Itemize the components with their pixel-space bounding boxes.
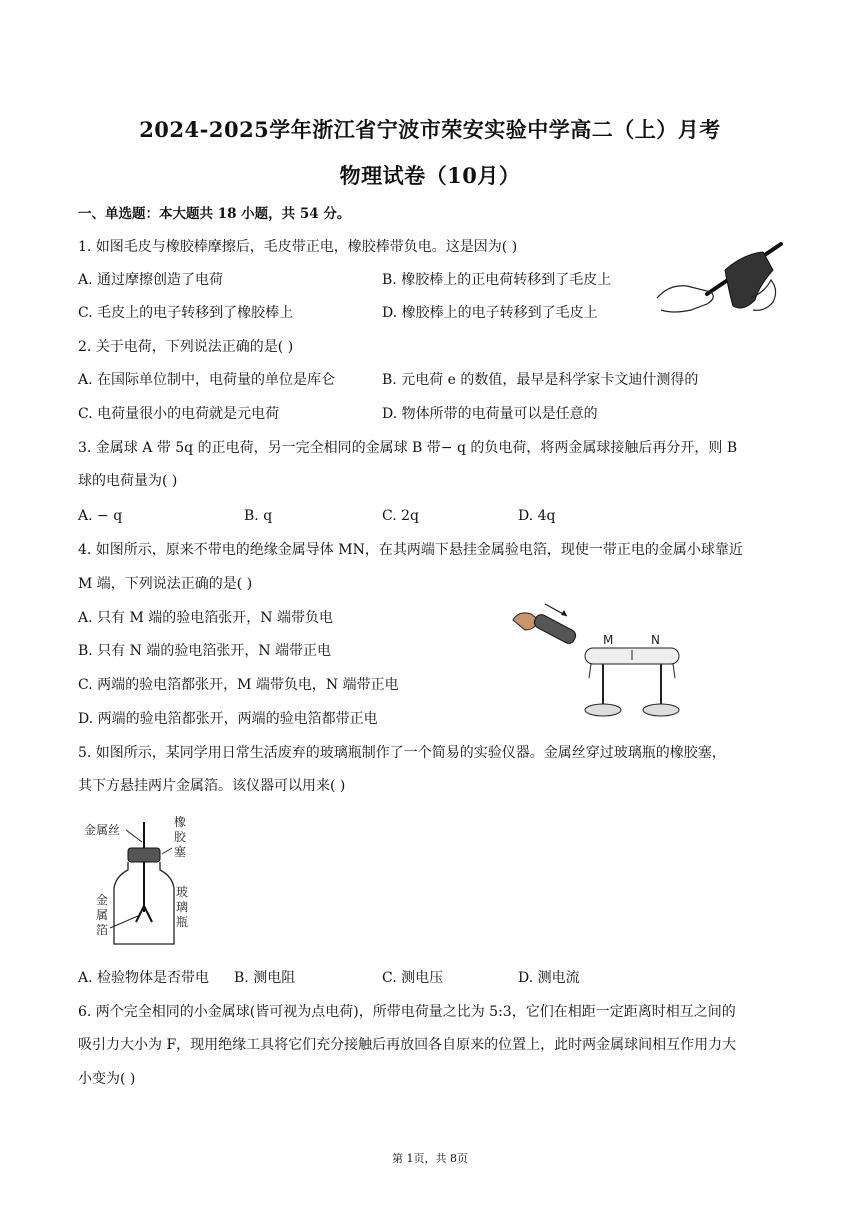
label-stopper-2: 胶 — [174, 830, 187, 844]
question-4-stem-line1: 4. 如图所示，原来不带电的绝缘金属导体 MN，在其两端下悬挂金属验电箔，现使一带正电的金属小球靠近 — [78, 542, 743, 558]
question-4-stem-line2: M 端，下列说法正确的是( ) — [78, 576, 253, 592]
question-3-option-c: C. 2q — [382, 508, 419, 524]
question-5-option-c: C. 测电压 — [382, 970, 444, 986]
question-5-option-b: B. 测电阻 — [234, 970, 296, 986]
question-3-stem-line2: 球的电荷量为( ) — [78, 473, 178, 489]
leader-stopper — [162, 848, 172, 854]
page-subtitle: 物理试卷（10月） — [339, 163, 521, 188]
conductor-mn-figure — [505, 598, 705, 728]
page-title: 2024-2025学年浙江省宁波市荣安实验中学高二（上）月考 — [139, 117, 721, 142]
question-1-option-a: A. 通过摩擦创造了电荷 — [78, 272, 224, 288]
fur-rubber-rod-figure — [655, 240, 785, 320]
charged-rod — [532, 612, 577, 645]
page-footer: 第 1页，共 8页 — [392, 1152, 468, 1165]
label-stopper-3: 塞 — [174, 845, 187, 859]
question-2-option-a: A. 在国际单位制中，电荷量的单位是库仑 — [78, 372, 336, 388]
left-hand — [657, 286, 713, 312]
question-4-option-c: C. 两端的验电箔都张开，M 端带负电，N 端带正电 — [78, 677, 399, 693]
question-4-option-b: B. 只有 N 端的验电箔张开，N 端带正电 — [78, 643, 332, 659]
rubber-stopper — [128, 848, 160, 862]
question-4-option-d: D. 两端的验电箔都张开，两端的验电箔都带正电 — [78, 711, 378, 727]
question-2-option-d: D. 物体所带的电荷量可以是任意的 — [382, 406, 598, 422]
fur-piece — [725, 252, 773, 308]
base-right — [643, 704, 679, 716]
base-left — [585, 704, 621, 716]
question-5-stem-line2: 其下方悬挂两片金属箔。该仪器可以用来( ) — [78, 778, 346, 794]
question-1-stem: 1. 如图毛皮与橡胶棒摩擦后，毛皮带正电，橡胶棒带负电。这是因为( ) — [78, 239, 518, 255]
label-bottle-3: 瓶 — [176, 915, 189, 929]
label-foil-3: 箔 — [96, 923, 109, 937]
label-stopper-1: 橡 — [174, 815, 187, 829]
question-1-option-c: C. 毛皮上的电子转移到了橡胶棒上 — [78, 305, 294, 321]
label-foil-1: 金 — [96, 893, 109, 907]
label-foil-2: 属 — [96, 908, 109, 922]
label-n: N — [651, 633, 660, 647]
question-5-option-d: D. 测电流 — [518, 970, 580, 986]
label-bottle-2: 璃 — [176, 900, 189, 914]
question-3-option-d: D. 4q — [518, 508, 556, 524]
bottle-electroscope-figure — [78, 812, 208, 952]
section-heading: 一、单选题：本大题共 18 小题，共 54 分。 — [78, 206, 351, 222]
question-6-stem-line1: 6. 两个完全相同的小金属球(皆可视为点电荷)，所带电荷量之比为 5:3，它们在相距一定距离时相互之间的 — [78, 1004, 736, 1020]
question-5-stem-line1: 5. 如图所示，某同学用日常生活废弃的玻璃瓶制作了一个简易的实验仪器。金属丝穿过玻璃瓶的橡胶塞， — [78, 745, 726, 761]
question-3-stem-line1: 3. 金属球 A 带 5q 的正电荷，另一完全相同的金属球 B 带− q 的负电荷，将两金属球接触后再分开，则 B — [78, 440, 738, 456]
question-1-option-d: D. 橡胶棒上的电子转移到了毛皮上 — [382, 305, 598, 321]
question-2-option-b: B. 元电荷 e 的数值，最早是科学家卡文迪什测得的 — [382, 372, 699, 388]
question-3-option-a: A. − q — [78, 508, 123, 524]
foil-m — [589, 664, 591, 678]
question-6-stem-line2: 吸引力大小为 F，现用绝缘工具将它们充分接触后再放回各自原来的位置上，此时两金属球间相互作用力大 — [78, 1037, 737, 1053]
question-6-stem-line3: 小变为( ) — [78, 1071, 136, 1087]
leader-wire — [126, 830, 142, 842]
foil-n — [673, 664, 675, 678]
question-4-option-a: A. 只有 M 端的验电箔张开，N 端带负电 — [78, 610, 333, 626]
question-2-stem: 2. 关于电荷，下列说法正确的是( ) — [78, 339, 294, 355]
label-bottle-1: 玻 — [176, 885, 189, 899]
question-1-option-b: B. 橡胶棒上的正电荷转移到了毛皮上 — [382, 272, 612, 288]
question-3-option-b: B. q — [244, 508, 273, 524]
label-wire: 金属丝 — [84, 823, 121, 837]
question-2-option-c: C. 电荷量很小的电荷就是元电荷 — [78, 406, 280, 422]
question-5-option-a: A. 检验物体是否带电 — [78, 970, 210, 986]
label-m: M — [603, 633, 614, 647]
